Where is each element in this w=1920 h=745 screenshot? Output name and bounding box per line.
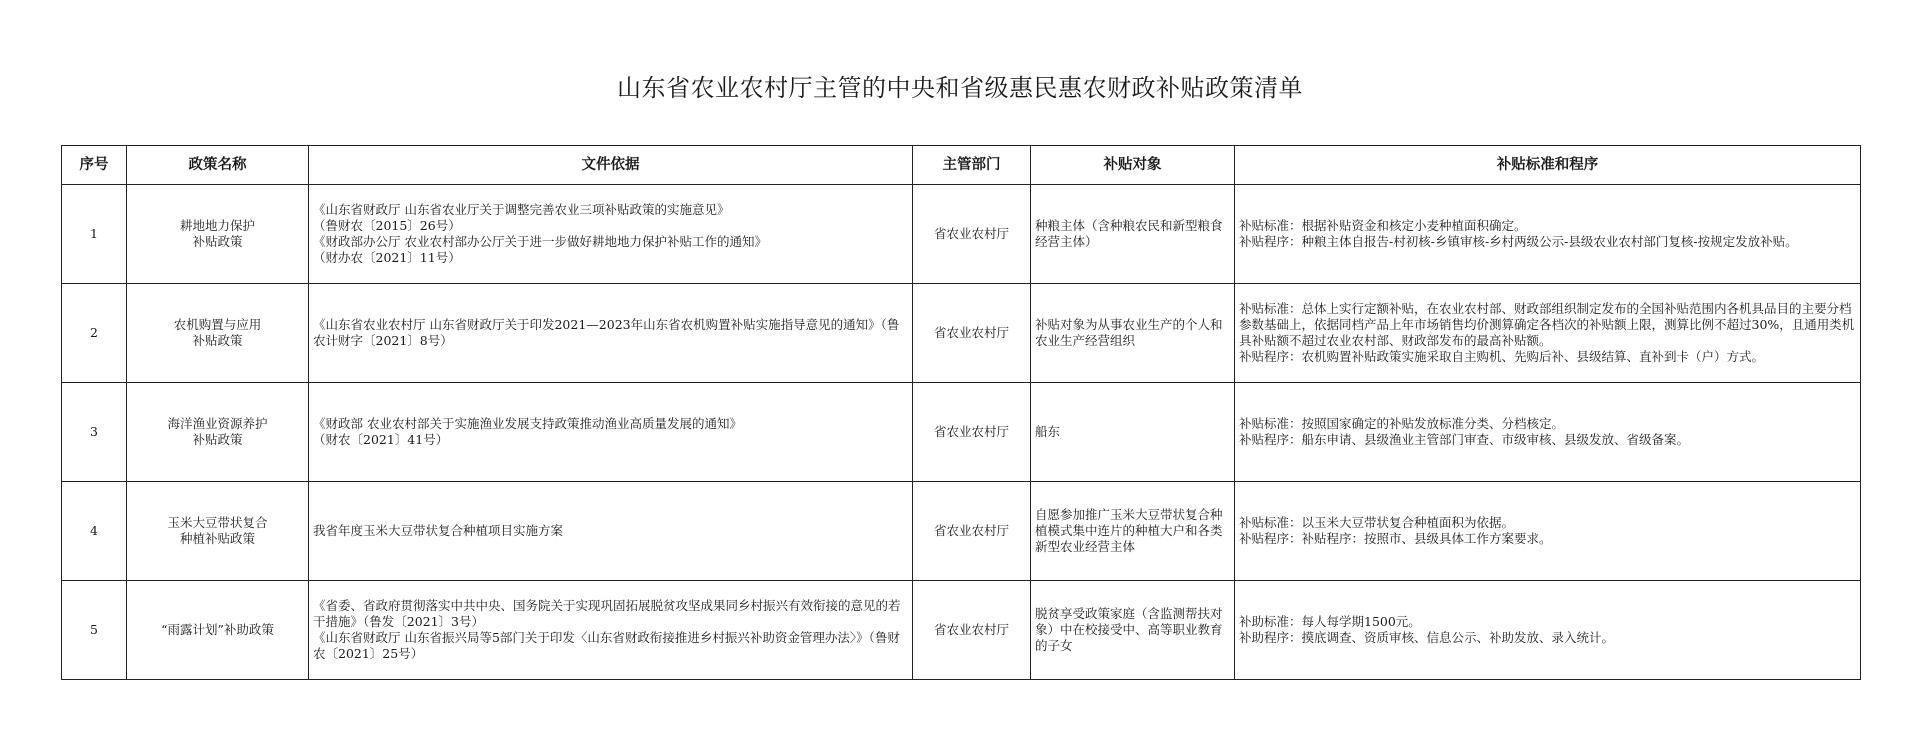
row-document-basis: 我省年度玉米大豆带状复合种植项目实施方案 — [309, 482, 913, 581]
row-index: 5 — [62, 581, 127, 680]
row-department: 省农业农村厅 — [913, 581, 1031, 680]
row-standard-procedure: 补贴标准：根据补贴资金和核定小麦种植面积确定。 补贴程序：种粮主体自报告-村初核-乡镇审核-乡村两级公示-县级农业农村部门复核-按规定发放补贴。 — [1235, 185, 1861, 284]
row-subsidy-target: 种粮主体（含种粮农民和新型粮食经营主体） — [1031, 185, 1235, 284]
row-department: 省农业农村厅 — [913, 284, 1031, 383]
page-title: 山东省农业农村厅主管的中央和省级惠民惠农财政补贴政策清单 — [617, 74, 1303, 102]
row-standard-procedure: 补贴标准：总体上实行定额补贴，在农业农村部、财政部组织制定发布的全国补贴范围内各机具品目的主要分档参数基础上，依据同档产品上年市场销售均价测算确定各档次的补贴额上限，测算比例不超过30%，且通用类机具补贴额不超过农业农村部、财政部发布的最高补贴额。 补贴程序：农机购置补贴政策实施采取自主购机、先购后补、县级结算、直补到卡（户）方式。 — [1235, 284, 1861, 383]
row-subsidy-target: 补贴对象为从事农业生产的个人和农业生产经营组织 — [1031, 284, 1235, 383]
header-subsidy-target: 补贴对象 — [1031, 146, 1235, 185]
row-standard-procedure: 补贴标准：以玉米大豆带状复合种植面积为依据。 补贴程序：补贴程序：按照市、县级具体工作方案要求。 — [1235, 482, 1861, 581]
row-standard-procedure: 补助标准：每人每学期1500元。 补助程序：摸底调查、资质审核、信息公示、补助发放、录入统计。 — [1235, 581, 1861, 680]
row-subsidy-target: 脱贫享受政策家庭（含监测帮扶对象）中在校接受中、高等职业教育的子女 — [1031, 581, 1235, 680]
table-row — [62, 284, 1861, 383]
table-row — [62, 185, 1861, 284]
row-document-basis: 《山东省财政厅 山东省农业厅关于调整完善农业三项补贴政策的实施意见》 （鲁财农〔2015〕26号） 《财政部办公厅 农业农村部办公厅关于进一步做好耕地地力保护补贴工作的通知》 （财办农〔2021〕11号） — [309, 185, 913, 284]
row-index: 3 — [62, 383, 127, 482]
row-policy-name: 海洋渔业资源养护 补贴政策 — [127, 383, 309, 482]
table-row — [62, 383, 1861, 482]
row-standard-procedure: 补贴标准：按照国家确定的补贴发放标准分类、分档核定。 补贴程序：船东申请、县级渔业主管部门审查、市级审核、县级发放、省级备案。 — [1235, 383, 1861, 482]
row-document-basis: 《山东省农业农村厅 山东省财政厅关于印发2021—2023年山东省农机购置补贴实施指导意见的通知》（鲁农计财字〔2021〕8号） — [309, 284, 913, 383]
table-row — [62, 581, 1861, 680]
row-department: 省农业农村厅 — [913, 383, 1031, 482]
header-standard-procedure: 补贴标准和程序 — [1235, 146, 1861, 185]
header-index: 序号 — [62, 146, 127, 185]
header-policy-name: 政策名称 — [127, 146, 309, 185]
row-subsidy-target: 自愿参加推广玉米大豆带状复合种植模式集中连片的种植大户和各类新型农业经营主体 — [1031, 482, 1235, 581]
row-index: 4 — [62, 482, 127, 581]
row-policy-name: “雨露计划”补助政策 — [127, 581, 309, 680]
row-subsidy-target: 船东 — [1031, 383, 1235, 482]
row-department: 省农业农村厅 — [913, 482, 1031, 581]
row-policy-name: 农机购置与应用 补贴政策 — [127, 284, 309, 383]
row-index: 2 — [62, 284, 127, 383]
table-header-row — [62, 146, 1861, 185]
row-document-basis: 《省委、省政府贯彻落实中共中央、国务院关于实现巩固拓展脱贫攻坚成果同乡村振兴有效衔接的意见的若干措施》（鲁发〔2021〕3号） 《山东省财政厅 山东省振兴局等5部门关于印发〈山东省财政衔接推进乡村振兴补助资金管理办法〉》（鲁财农〔2021〕25号） — [309, 581, 913, 680]
policy-table — [61, 145, 1861, 680]
row-policy-name: 耕地地力保护 补贴政策 — [127, 185, 309, 284]
row-policy-name: 玉米大豆带状复合 种植补贴政策 — [127, 482, 309, 581]
row-document-basis: 《财政部 农业农村部关于实施渔业发展支持政策推动渔业高质量发展的通知》 （财农〔2021〕41号） — [309, 383, 913, 482]
table-row — [62, 482, 1861, 581]
header-document-basis: 文件依据 — [309, 146, 913, 185]
header-department: 主管部门 — [913, 146, 1031, 185]
row-index: 1 — [62, 185, 127, 284]
row-department: 省农业农村厅 — [913, 185, 1031, 284]
